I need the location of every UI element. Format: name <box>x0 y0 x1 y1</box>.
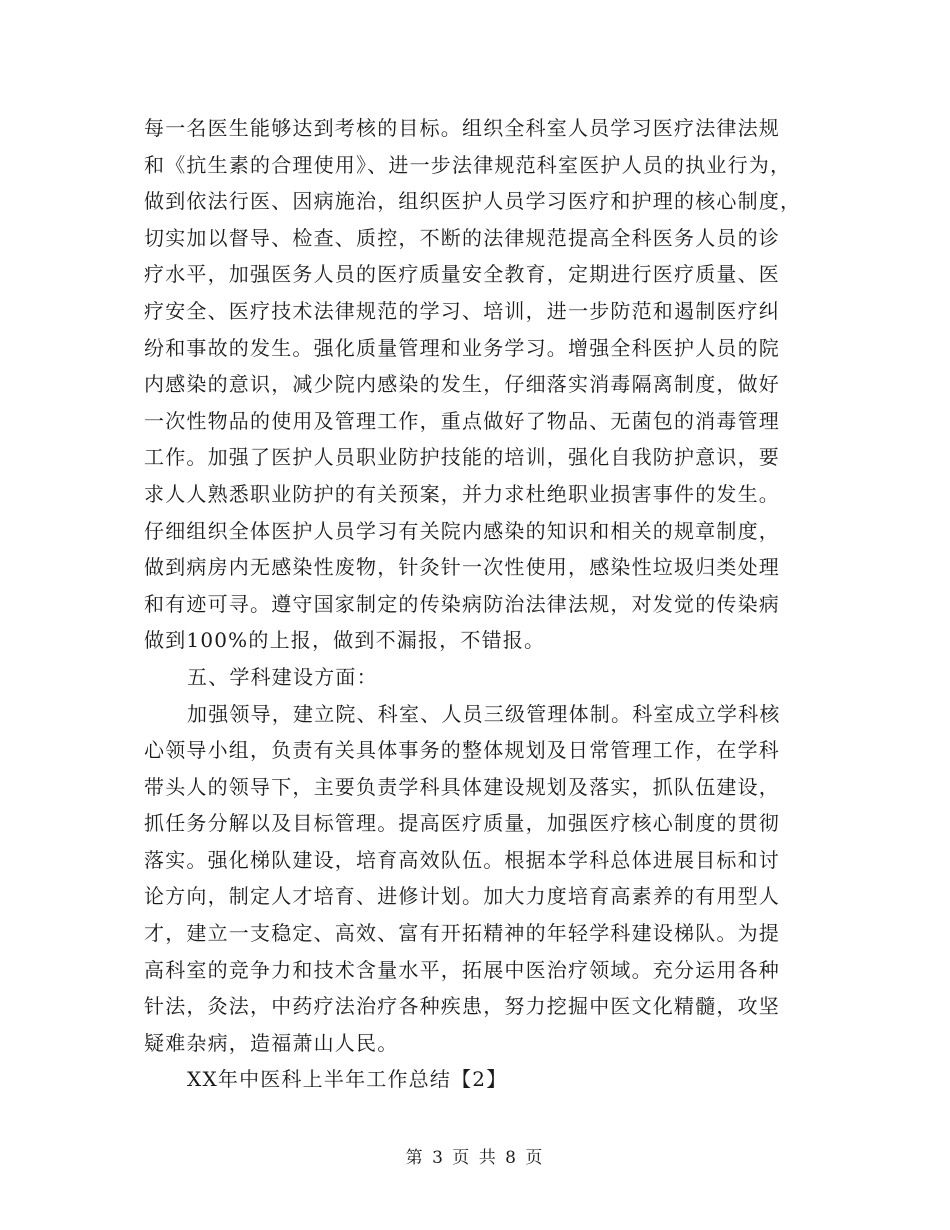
text-line: 加强领导，建立院、科室、人员三级管理体制。科室成立学科核 <box>187 701 781 726</box>
text-line: 工作。加强了医护人员职业防护技能的培训，强化自我防护意识，要 <box>144 445 780 470</box>
page-footer <box>0 1143 950 1168</box>
text-line: 心领导小组，负责有关具体事务的整体规划及日常管理工作，在学科 <box>144 738 780 763</box>
text-line: 疗安全、医疗技术法律规范的学习、培训，进一步防范和遏制医疗纠 <box>144 298 780 323</box>
text-line: 疗水平，加强医务人员的医疗质量安全教育，定期进行医疗质量、医 <box>144 262 780 287</box>
text-line: 和有迹可寻。遵守国家制定的传染病防治法律法规，对发觉的传染病 <box>144 591 780 616</box>
text-line: 才，建立一支稳定、高效、富有开拓精神的年轻学科建设梯队。为提 <box>144 921 780 946</box>
heading-text: 五、学科建设方面： <box>187 664 378 689</box>
text-line: 带头人的领导下，主要负责学科具体建设规划及落实，抓队伍建设， <box>144 774 780 799</box>
text-line: 每一名医生能够达到考核的目标。组织全科室人员学习医疗法律法规 <box>144 116 780 140</box>
text-line: 抓任务分解以及目标管理。提高医疗质量，加强医疗核心制度的贯彻 <box>144 811 780 836</box>
text-line: 落实。强化梯队建设，培育高效队伍。根据本学科总体进展目标和讨 <box>144 847 780 872</box>
document-body <box>144 110 814 1098</box>
page-number: 第 3 页 共 8 页 <box>405 1148 545 1168</box>
text-line: 纷和事故的发生。强化质量管理和业务学习。增强全科医护人员的院 <box>144 335 780 360</box>
text-line: 针法，灸法，中药疗法治疗各种疾患，努力挖掘中医文化精髓，攻坚 <box>144 994 780 1019</box>
text-line: 一次性物品的使用及管理工作，重点做好了物品、无菌包的消毒管理 <box>144 408 780 433</box>
paragraph-discipline-building <box>144 696 814 1062</box>
title-text: XX年中医科上半年工作总结【2】 <box>187 1067 508 1092</box>
text-line: 仔细组织全体医护人员学习有关院内感染的知识和相关的规章制度， <box>144 518 780 543</box>
text-line: 论方向，制定人才培育、进修计划。加大力度培育高素养的有用型人 <box>144 884 780 909</box>
text-line: 做到100%的上报，做到不漏报，不错报。 <box>144 628 546 653</box>
paragraph-hospital-infection-control <box>144 110 814 659</box>
text-line: 高科室的竞争力和技术含量水平，拓展中医治疗领域。充分运用各种 <box>144 957 780 982</box>
text-line: 做到病房内无感染性废物，针灸针一次性使用，感染性垃圾归类处理 <box>144 555 780 580</box>
section-title-work-summary-2 <box>144 1061 814 1098</box>
text-line: 求人人熟悉职业防护的有关预案，并力求杜绝职业损害事件的发生。 <box>144 481 780 506</box>
text-line: 做到依法行医、因病施治，组织医护人员学习医疗和护理的核心制度， <box>144 189 802 214</box>
text-line: 疑难杂病，造福萧山人民。 <box>144 1030 399 1055</box>
text-line: 和《抗生素的合理使用》、进一步法律规范科室医护人员的执业行为， <box>144 152 792 177</box>
section-heading-discipline-building <box>144 659 814 696</box>
text-line: 内感染的意识，减少院内感染的发生，仔细落实消毒隔离制度，做好 <box>144 372 780 397</box>
text-line: 切实加以督导、检查、质控，不断的法律规范提高全科医务人员的诊 <box>144 225 780 250</box>
